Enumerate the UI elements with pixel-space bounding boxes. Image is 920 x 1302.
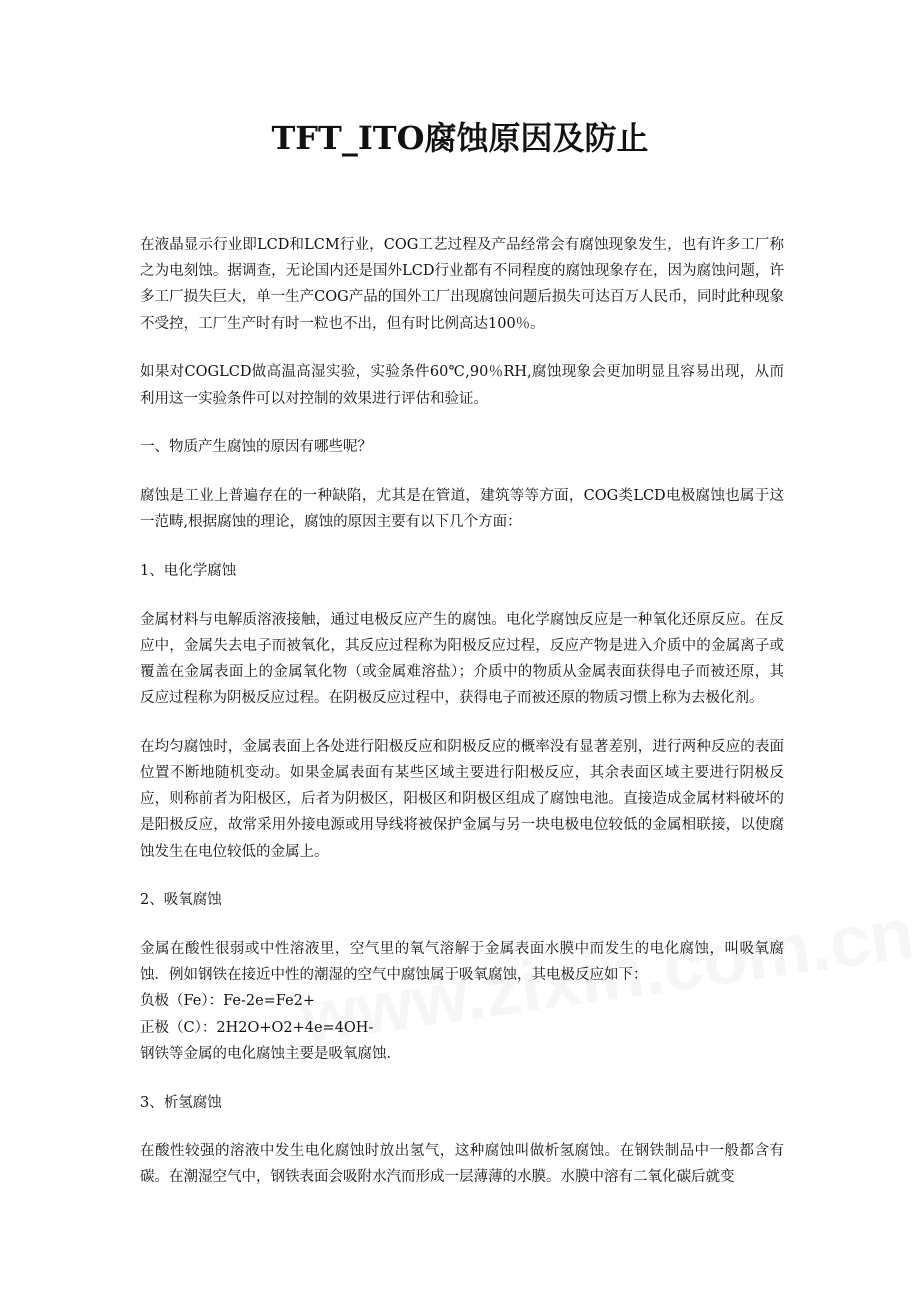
paragraph-electrochemical-2: 在均匀腐蚀时，金属表面上各处进行阳极反应和阴极反应的概率没有显著差别，进行两种反应的表面位置不断地随机变动。如果金属表面有某些区域主要进行阳极反应，其余表面区域主要进行阴极反应，则称前者为阳极区，后者为阴极区，阳极区和阴极区组成了腐蚀电池。直接造成金属材料破坏的是阳极反应，故常采用外接电源或用导线将被保护金属与另一块电极电位较低的金属相联接，以使腐蚀发生在电位较低的金属上。 [140, 738, 784, 860]
section-heading-hydrogen-evolution: 3、析氢腐蚀 [140, 1094, 222, 1111]
paragraph-hydrogen-evolution: 在酸性较强的溶液中发生电化腐蚀时放出氢气，这种腐蚀叫做析氢腐蚀。在钢铁制品中一般都含有碳。在潮湿空气中，钢铁表面会吸附水汽而形成一层薄薄的水膜。水膜中溶有二氧化碳后就变 [140, 1143, 784, 1186]
document-body [140, 232, 784, 1213]
document-title: TFT_ITO腐蚀原因及防止 [271, 119, 649, 157]
equation-negative-electrode: 负极（Fe）：Fe-2e=Fe2+ [140, 993, 316, 1010]
paragraph-oxygen-absorption-summary: 钢铁等金属的电化腐蚀主要是吸氧腐蚀． [140, 1045, 401, 1062]
section-heading-oxygen-absorption: 2、吸氧腐蚀 [140, 892, 222, 909]
paragraph-test-conditions: 如果对COGLCD做高温高湿实验，实验条件60℃,90％RH,腐蚀现象会更加明显且容易出现，从而利用这一实验条件可以对控制的效果进行评估和验证。 [140, 364, 784, 407]
section-heading-causes: 一、物质产生腐蚀的原因有哪些呢？ [140, 439, 372, 456]
paragraph-electrochemical-1: 金属材料与电解质溶液接触，通过电极反应产生的腐蚀。电化学腐蚀反应是一种氧化还原反应。在反应中，金属失去电子而被氧化，其反应过程称为阳极反应过程，反应产物是进入介质中的金属离子或覆盖在金属表面上的金属氧化物（或金属难溶盐）；介质中的物质从金属表面获得电子而被还原，其反应过程称为阴极反应过程。在阴极反应过程中，获得电子而被还原的物质习惯上称为去极化剂。 [140, 611, 784, 707]
equation-positive-electrode: 正极（C）：2H2O+O2+4e=4OH- [140, 1019, 374, 1036]
paragraph-corrosion-overview: 腐蚀是工业上普遍存在的一种缺陷，尤其是在管道，建筑等等方面，COG类LCD电极腐蚀也属于这一范畴,根据腐蚀的理论，腐蚀的原因主要有以下几个方面： [140, 487, 784, 531]
section-heading-electrochemical: 1、电化学腐蚀 [140, 562, 237, 579]
paragraph-intro: 在液晶显示行业即LCD和LCM行业，COG工艺过程及产品经常会有腐蚀现象发生，也有许多工厂称之为电刻蚀。据调查，无论国内还是国外LCD行业都有不同程度的腐蚀现象存在，因为腐蚀问题，许多工厂损失巨大，单一生产COG产品的国外工厂出现腐蚀问题后损失可达百万人民币，同时此种现象不受控，工厂生产时有时一粒也不出，但有时比例高达100％。 [140, 237, 784, 332]
paragraph-oxygen-absorption: 金属在酸性很弱或中性溶液里，空气里的氧气溶解于金属表面水膜中而发生的电化腐蚀，叫吸氧腐蚀．例如钢铁在接近中性的潮湿的空气中腐蚀属于吸氧腐蚀，其电极反应如下： [140, 941, 784, 984]
